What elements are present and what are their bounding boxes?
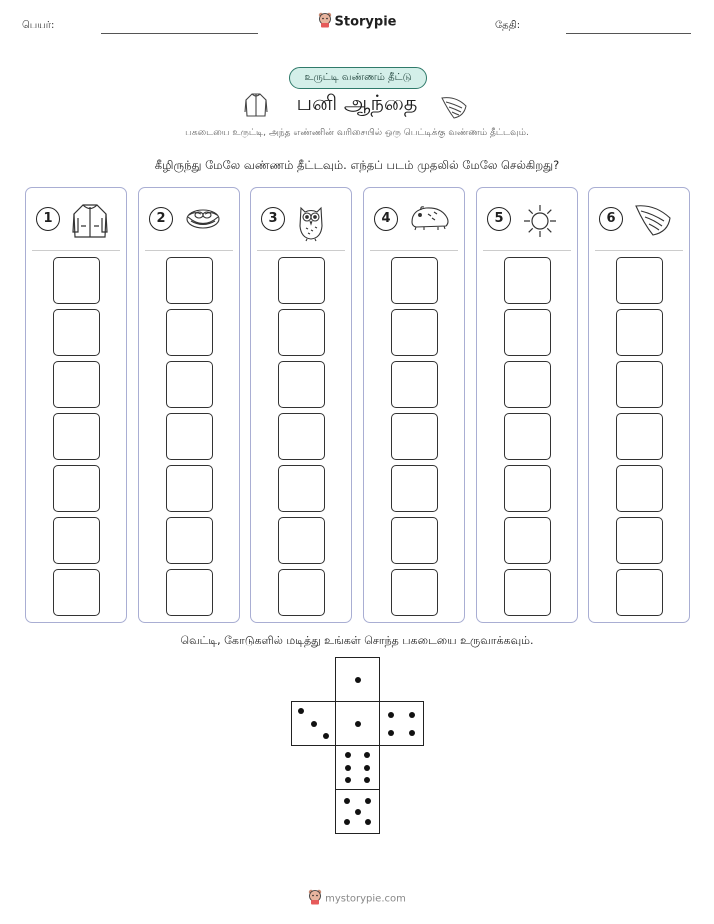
activity-badge: உருட்டி வண்ணம் தீட்டு — [289, 67, 427, 89]
dice-pip — [344, 819, 350, 825]
dice-pip — [388, 712, 394, 718]
color-box[interactable] — [166, 413, 213, 460]
color-box[interactable] — [53, 465, 100, 512]
dice-pip — [364, 752, 370, 758]
dice-pip — [355, 721, 361, 727]
color-box[interactable] — [278, 309, 325, 356]
dice-pip — [364, 777, 370, 783]
color-box[interactable] — [504, 413, 551, 460]
color-box[interactable] — [278, 517, 325, 564]
column-number: 2 — [149, 207, 173, 231]
column-divider — [257, 250, 345, 251]
color-box[interactable] — [391, 569, 438, 616]
color-box[interactable] — [616, 517, 663, 564]
column-6 — [588, 187, 690, 623]
column-divider — [145, 250, 233, 251]
column-number: 1 — [36, 207, 60, 231]
dice-face-3 — [291, 701, 336, 746]
color-box[interactable] — [278, 257, 325, 304]
dice-pip — [355, 809, 361, 815]
dice-pip — [323, 733, 329, 739]
color-box[interactable] — [391, 517, 438, 564]
lemming-icon — [408, 202, 452, 236]
nest-icon — [183, 202, 223, 236]
dice-pip — [365, 798, 371, 804]
color-box[interactable] — [278, 413, 325, 460]
dice-pip — [409, 730, 415, 736]
color-box[interactable] — [504, 465, 551, 512]
storypie-bear-icon — [318, 12, 332, 32]
color-box[interactable] — [166, 361, 213, 408]
column-1 — [25, 187, 127, 623]
dice-pip — [355, 677, 361, 683]
color-box[interactable] — [391, 309, 438, 356]
color-box[interactable] — [166, 517, 213, 564]
dice-face-4 — [379, 701, 424, 746]
column-divider — [370, 250, 458, 251]
page-title: பனி ஆந்தை — [296, 91, 418, 115]
wing-icon — [440, 94, 468, 124]
dice-pip — [345, 752, 351, 758]
color-box[interactable] — [616, 413, 663, 460]
date-label: தேதி: — [495, 20, 521, 31]
dice-pip — [345, 765, 351, 771]
owl-icon — [295, 202, 327, 246]
dice-face-1 — [335, 701, 380, 746]
color-box[interactable] — [278, 465, 325, 512]
color-box[interactable] — [616, 465, 663, 512]
cut-instruction: வெட்டி, கோடுகளில் மடித்து உங்கள் சொந்த பகடையை உருவாக்கவும். — [180, 634, 534, 647]
column-number: 6 — [599, 207, 623, 231]
color-box[interactable] — [391, 257, 438, 304]
column-divider — [32, 250, 120, 251]
sun-icon — [521, 202, 559, 244]
column-2 — [138, 187, 240, 623]
footer-url: mystorypie.com — [325, 893, 406, 905]
color-box[interactable] — [166, 257, 213, 304]
column-4 — [363, 187, 465, 623]
color-box[interactable] — [166, 569, 213, 616]
brand-logo — [0, 12, 714, 32]
column-divider — [483, 250, 571, 251]
dice-pip — [364, 765, 370, 771]
dice-face-5 — [335, 789, 380, 834]
color-box[interactable] — [166, 309, 213, 356]
color-box[interactable] — [166, 465, 213, 512]
column-number: 4 — [374, 207, 398, 231]
name-label: பெயர்: — [22, 20, 55, 31]
color-box[interactable] — [278, 569, 325, 616]
brand-name: Storypie — [334, 14, 397, 30]
color-box[interactable] — [53, 257, 100, 304]
dice-pip — [388, 730, 394, 736]
dice-pip — [298, 708, 304, 714]
dice-pip — [344, 798, 350, 804]
date-line — [566, 33, 691, 34]
subtitle: பகடையை உருட்டி, அந்த எண்ணின் வரிசையில் ஒரு பெட்டிக்கு வண்ணம் தீட்டவும். — [185, 128, 529, 138]
color-box[interactable] — [504, 257, 551, 304]
dice-pip — [345, 777, 351, 783]
column-number: 5 — [487, 207, 511, 231]
dice-pip — [365, 819, 371, 825]
dice-face-1 — [335, 657, 380, 702]
color-box[interactable] — [504, 569, 551, 616]
name-line — [101, 33, 258, 34]
color-box[interactable] — [616, 569, 663, 616]
storypie-bear-icon — [308, 889, 322, 908]
dice-face-6 — [335, 745, 380, 790]
color-box[interactable] — [53, 361, 100, 408]
instruction: கீழிருந்து மேலே வண்ணம் தீட்டவும். எந்தப் படம் முதலில் மேலே செல்கிறது? — [154, 158, 560, 172]
color-box[interactable] — [504, 309, 551, 356]
color-box[interactable] — [278, 361, 325, 408]
color-box[interactable] — [504, 361, 551, 408]
color-box[interactable] — [391, 361, 438, 408]
column-number: 3 — [261, 207, 285, 231]
color-box[interactable] — [504, 517, 551, 564]
color-box[interactable] — [53, 413, 100, 460]
color-box[interactable] — [616, 361, 663, 408]
color-box[interactable] — [391, 413, 438, 460]
color-box[interactable] — [53, 569, 100, 616]
color-box[interactable] — [616, 257, 663, 304]
color-box[interactable] — [391, 465, 438, 512]
color-box[interactable] — [616, 309, 663, 356]
wing-icon — [633, 202, 673, 242]
jacket-icon — [70, 202, 110, 244]
column-divider — [595, 250, 683, 251]
color-box[interactable] — [53, 517, 100, 564]
column-5 — [476, 187, 578, 623]
column-3 — [250, 187, 352, 623]
footer — [0, 889, 714, 908]
dice-pip — [311, 721, 317, 727]
dice-pip — [409, 712, 415, 718]
color-box[interactable] — [53, 309, 100, 356]
